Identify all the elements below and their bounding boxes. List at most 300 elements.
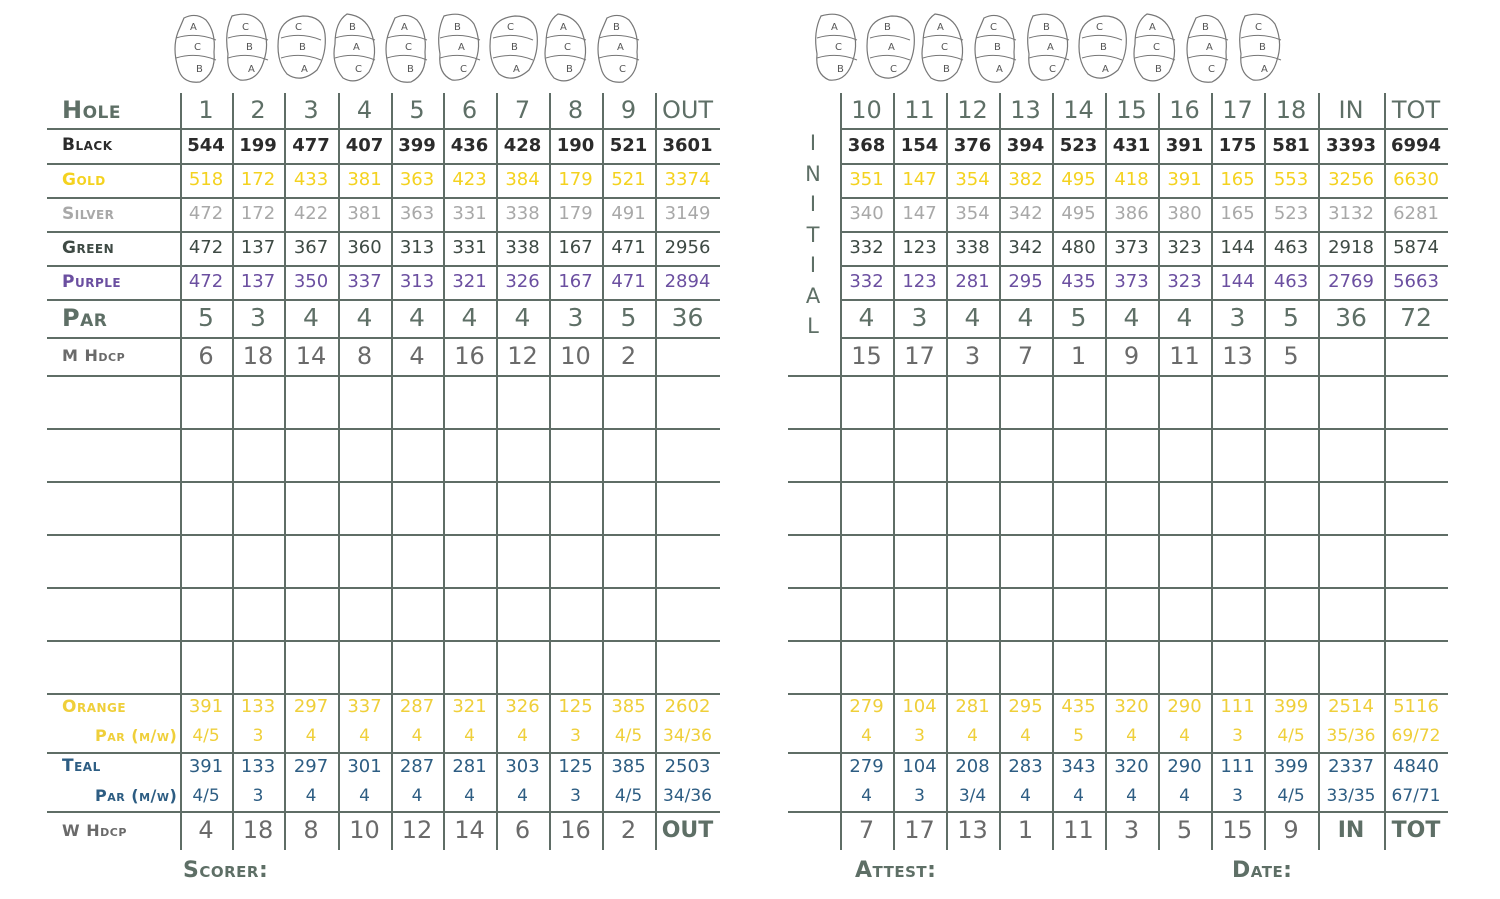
back-orange-cell: 5116 [1393,696,1439,717]
back-hole-number: 12 [957,96,988,124]
front-green-diagram-icon [271,8,331,88]
front-par-cell: 4 [461,303,478,332]
svg-text:C: C [194,42,201,53]
front-orange_par-cell: 4 [305,726,317,746]
svg-text:A: A [995,64,1003,75]
initial-letter: N [805,161,821,186]
back-teal_par-cell: 4 [861,786,872,806]
front-m_hdcp-cell: 10 [560,342,591,370]
front-par-cell: 36 [671,303,704,332]
back-teal_par-cell: 4/5 [1277,786,1305,806]
front-orange-cell: 385 [611,696,646,717]
back-purple-cell: 323 [1167,271,1202,292]
front-gold-cell: 363 [399,169,435,190]
back-par-cell: 3 [1229,303,1246,332]
front-orange-cell: 133 [240,696,276,717]
back-black-cell: 376 [953,135,992,156]
front-teal-cell: 297 [293,756,329,777]
front-silver-cell: 381 [347,203,382,224]
back-green-diagram-icon [966,8,1026,88]
front-hole-number: 2 [250,96,266,124]
back-silver-cell: 495 [1061,203,1096,224]
back-purple-cell: 435 [1061,271,1096,292]
back-orange_par-cell: 3 [1232,726,1243,746]
front-hole-number: 6 [461,96,478,124]
back-teal_par-cell: 4 [1126,786,1137,806]
front-green-diagram-icon [325,8,385,88]
back-gold-cell: 495 [1061,169,1096,190]
front-green-diagram-icon [589,8,649,88]
back-orange-cell: 111 [1220,696,1255,717]
back-green-diagram-icon [807,8,867,88]
back-teal-cell: 4840 [1393,756,1439,777]
svg-text:C: C [1207,64,1215,75]
back-black-cell: 431 [1112,135,1151,156]
front-black-cell: 190 [556,135,595,156]
front-w_hdcp-cell: 16 [560,816,591,844]
back-gold-cell: 418 [1114,169,1149,190]
back-purple-cell: 373 [1114,271,1149,292]
back-teal-cell: 343 [1061,756,1096,777]
back-green-cell: 480 [1061,237,1096,258]
svg-text:A: A [887,42,895,53]
back-green-cell: 332 [849,237,884,258]
front-m_hdcp-cell: 16 [454,342,485,370]
front-black-cell: 399 [398,135,436,156]
svg-text:C: C [506,22,514,33]
back-silver-cell: 342 [1008,203,1043,224]
front-m_hdcp-cell: 2 [620,342,637,370]
back-orange-cell: 279 [849,696,884,717]
front-green-cell: 313 [399,237,435,258]
front-purple-cell: 167 [558,271,593,292]
svg-text:A: A [301,64,308,75]
orange-tee-label: Orange [62,697,127,717]
front-hole-number: 7 [514,96,531,124]
back-teal_par-cell: 67/71 [1391,786,1441,806]
teal-par-label: Par (m/w) [95,786,178,805]
back-teal-cell: 399 [1273,756,1309,777]
front-black-cell: 199 [239,135,277,156]
back-m_hdcp-cell: 9 [1123,342,1140,370]
back-row-divider [788,375,1448,377]
back-black-cell: 581 [1272,135,1310,156]
front-purple-cell: 326 [505,271,540,292]
front-green-cell: 367 [293,237,329,258]
front-orange-cell: 2602 [664,696,711,717]
svg-text:B: B [299,42,306,53]
back-m_hdcp-cell: 7 [1017,342,1034,370]
back-hole-number: 14 [1063,96,1094,124]
back-silver-cell: 523 [1273,203,1309,224]
back-hole-number: 17 [1222,96,1253,124]
back-black-cell: 394 [1006,135,1045,156]
front-silver-cell: 179 [558,203,593,224]
front-orange-cell: 297 [293,696,329,717]
back-orange-cell: 295 [1008,696,1043,717]
front-teal-cell: 133 [240,756,276,777]
front-silver-cell: 331 [452,203,487,224]
back-black-cell: 3393 [1325,135,1377,156]
svg-text:A: A [1101,64,1109,75]
front-green-cell: 2956 [664,237,711,258]
back-silver-cell: 380 [1167,203,1202,224]
front-orange_par-cell: 4 [464,726,475,746]
front-gold-cell: 423 [452,169,487,190]
back-orange_par-cell: 4 [967,726,978,746]
svg-text:B: B [836,64,844,75]
back-w_hdcp-cell: 11 [1063,816,1094,844]
orange-par-label: Par (m/w) [95,726,178,745]
front-green-cell: 471 [611,237,646,258]
back-orange-cell: 320 [1114,696,1149,717]
back-green-diagram-icon [1231,8,1291,88]
front-silver-cell: 338 [505,203,540,224]
back-m_hdcp-cell: 11 [1169,342,1200,370]
front-gold-cell: 179 [558,169,593,190]
front-teal_par-cell: 4 [517,786,528,806]
front-orange_par-cell: 3 [570,726,581,746]
back-par-cell: 5 [1070,303,1087,332]
front-w_hdcp-cell: 2 [620,816,637,844]
front-hole-number: 1 [198,96,214,124]
front-gold-cell: 384 [505,169,540,190]
front-w_hdcp-cell: 10 [349,816,380,844]
back-orange-cell: 290 [1167,696,1202,717]
front-orange_par-cell: 4 [411,726,423,746]
back-green-diagram-icon [860,8,920,88]
front-par-cell: 4 [303,303,319,332]
men-handicap-label: M Hdcp [62,346,126,365]
front-purple-cell: 137 [240,271,276,292]
front-teal_par-cell: 4 [464,786,475,806]
front-gold-cell: 381 [347,169,382,190]
back-teal-cell: 320 [1114,756,1149,777]
front-row-divider [47,375,720,377]
svg-text:B: B [1259,42,1266,53]
front-orange_par-cell: 4/5 [192,726,220,746]
back-green-diagram-icon [1125,8,1185,88]
front-silver-cell: 491 [611,203,646,224]
front-row-divider [47,428,720,430]
front-hole-number: 3 [303,96,319,124]
front-orange_par-cell: 4 [359,726,370,746]
back-silver-cell: 386 [1114,203,1149,224]
back-purple-cell: 332 [849,271,884,292]
back-orange_par-cell: 4 [1179,726,1190,746]
back-green-diagram-icon [1178,8,1238,88]
initial-letter: T [806,222,820,247]
back-teal-cell: 290 [1167,756,1202,777]
front-gold-cell: 3374 [664,169,711,190]
front-w_hdcp-cell: 14 [454,816,485,844]
back-orange_par-cell: 35/36 [1326,726,1376,746]
front-teal-cell: 125 [558,756,593,777]
date-label: Date: [1232,858,1293,883]
front-black-cell: 428 [503,135,542,156]
back-m_hdcp-cell: 5 [1283,342,1299,370]
svg-text:A: A [830,22,838,33]
back-silver-cell: 6281 [1393,203,1439,224]
back-par-cell: 4 [1176,303,1193,332]
back-teal_par-cell: 3 [1232,786,1243,806]
svg-text:B: B [407,64,414,75]
front-purple-cell: 313 [399,271,435,292]
back-orange_par-cell: 4 [861,726,872,746]
front-teal-cell: 287 [399,756,435,777]
back-row-divider [788,640,1448,642]
front-green-cell: 137 [240,237,276,258]
back-hole-number: 18 [1275,96,1307,124]
front-row-divider [47,640,720,642]
back-silver-cell: 354 [955,203,990,224]
back-teal_par-cell: 4 [1073,786,1084,806]
teal-tee-label: Teal [62,756,101,776]
front-purple-cell: 321 [452,271,487,292]
front-par-cell: 5 [620,303,637,332]
front-teal_par-cell: 34/36 [663,786,712,806]
front-par-cell: 3 [250,303,266,332]
back-teal-cell: 111 [1220,756,1255,777]
front-green-diagram-icon [377,8,437,88]
women-handicap-label: W Hdcp [62,821,127,840]
back-green-diagram-icon [913,8,973,88]
svg-text:B: B [246,42,253,53]
front-m_hdcp-cell: 4 [409,342,425,370]
back-par-cell: 5 [1283,303,1299,332]
front-w_hdcp-cell: 18 [242,816,274,844]
back-green-cell: 123 [902,237,937,258]
back-teal_par-cell: 3 [914,786,925,806]
black-tee-label: Black [62,135,113,155]
back-orange-cell: 104 [902,696,937,717]
front-gold-cell: 172 [240,169,276,190]
front-teal-cell: 2503 [664,756,711,777]
svg-text:A: A [1046,42,1054,53]
svg-text:C: C [1095,22,1103,33]
back-green-diagram-icon [1019,8,1079,88]
initial-letter: I [809,253,817,277]
back-par-cell: 72 [1400,303,1432,332]
front-silver-cell: 363 [399,203,435,224]
svg-text:C: C [1255,22,1262,33]
back-m_hdcp-cell: 13 [1222,342,1253,370]
svg-text:A: A [248,64,255,75]
back-total-footer: TOT [1391,818,1441,843]
svg-text:B: B [196,64,203,75]
svg-text:A: A [616,42,624,53]
back-teal_par-cell: 4 [1020,786,1031,806]
front-w_hdcp-cell: 8 [303,816,319,844]
back-row-divider [788,428,1448,430]
svg-text:A: A [1148,22,1156,33]
front-row-divider [47,587,720,589]
back-row-divider [788,481,1448,483]
back-orange-cell: 2514 [1328,696,1374,717]
svg-text:A: A [936,22,944,33]
front-silver-cell: 472 [188,203,224,224]
back-black-cell: 391 [1165,135,1204,156]
svg-text:B: B [348,22,356,33]
back-hole-number: 15 [1116,96,1147,124]
back-w_hdcp-cell: 17 [904,816,935,844]
front-orange_par-cell: 34/36 [663,726,712,746]
front-orange-cell: 326 [505,696,540,717]
back-purple-cell: 281 [955,271,990,292]
svg-text:B: B [993,42,1001,53]
svg-text:A: A [559,22,567,33]
front-black-cell: 407 [345,135,384,156]
back-w_hdcp-cell: 1 [1017,816,1034,844]
back-par-cell: 4 [1017,303,1034,332]
front-teal_par-cell: 4 [411,786,423,806]
back-total-header: TOT [1391,96,1441,124]
svg-text:B: B [1201,22,1209,33]
svg-text:B: B [1154,64,1162,75]
front-m_hdcp-cell: 14 [295,342,327,370]
back-green-diagram-icon [1072,8,1132,88]
front-teal-cell: 303 [505,756,540,777]
svg-text:C: C [405,42,412,53]
back-teal-cell: 2337 [1328,756,1374,777]
front-teal-cell: 385 [611,756,646,777]
back-row-divider [788,587,1448,589]
silver-tee-label: Silver [62,204,115,224]
front-green-diagram-icon [218,8,278,88]
svg-text:A: A [1261,64,1268,75]
front-purple-cell: 350 [293,271,329,292]
svg-text:B: B [565,64,573,75]
front-purple-cell: 337 [347,271,382,292]
front-orange-cell: 125 [558,696,593,717]
svg-text:C: C [889,64,897,75]
back-gold-cell: 553 [1273,169,1309,190]
back-orange_par-cell: 4 [1020,726,1031,746]
front-teal_par-cell: 4 [305,786,317,806]
back-green-cell: 373 [1114,237,1149,258]
front-row-divider [47,534,720,536]
back-green-cell: 463 [1273,237,1309,258]
front-green-cell: 338 [505,237,540,258]
front-green-cell: 167 [558,237,593,258]
front-w_hdcp-cell: 12 [401,816,433,844]
back-teal-cell: 283 [1008,756,1043,777]
front-purple-cell: 471 [611,271,646,292]
front-orange_par-cell: 4 [517,726,528,746]
front-par-cell: 4 [514,303,531,332]
back-m_hdcp-cell: 15 [851,342,882,370]
front-hole-number: 9 [620,96,637,124]
back-orange_par-cell: 4 [1126,726,1137,746]
back-hole-number: 10 [851,96,882,124]
back-orange_par-cell: 69/72 [1391,726,1441,746]
svg-text:C: C [295,22,302,33]
back-gold-cell: 147 [902,169,937,190]
back-teal_par-cell: 4 [1179,786,1190,806]
back-m_hdcp-cell: 17 [904,342,935,370]
back-green-cell: 144 [1220,237,1255,258]
initial-letter: I [809,192,817,216]
svg-text:C: C [834,42,842,53]
svg-text:B: B [1042,22,1050,33]
back-hole-number: 11 [904,96,935,124]
back-par-cell: 3 [911,303,928,332]
front-green-cell: 360 [347,237,382,258]
back-silver-cell: 147 [902,203,937,224]
back-total-footer: IN [1337,818,1365,843]
front-silver-cell: 172 [240,203,276,224]
purple-tee-label: Purple [62,272,122,292]
green-tee-label: Green [62,238,115,258]
par-label: Par [62,304,108,332]
back-purple-cell: 5663 [1393,271,1439,292]
back-w_hdcp-cell: 5 [1176,816,1193,844]
front-green-diagram-icon [166,8,226,88]
front-teal-cell: 301 [347,756,382,777]
back-purple-cell: 2769 [1328,271,1374,292]
svg-text:A: A [512,64,520,75]
back-purple-cell: 144 [1220,271,1255,292]
back-row-divider [788,534,1448,536]
svg-text:B: B [612,22,620,33]
initial-letter: A [805,283,821,308]
front-m_hdcp-cell: 6 [198,342,214,370]
front-orange-cell: 391 [188,696,224,717]
back-green-cell: 338 [955,237,990,258]
front-green-diagram-icon [483,8,543,88]
front-m_hdcp-cell: 12 [507,342,538,370]
initial-letter: L [807,314,819,338]
initial-letter: I [809,131,817,155]
back-purple-cell: 463 [1273,271,1309,292]
back-w_hdcp-cell: 7 [858,816,875,844]
back-w_hdcp-cell: 3 [1123,816,1140,844]
back-black-cell: 368 [847,135,886,156]
back-par-cell: 4 [858,303,875,332]
front-black-cell: 521 [609,135,648,156]
svg-text:C: C [1152,42,1160,53]
back-orange-cell: 281 [955,696,990,717]
front-par-cell: 3 [567,303,584,332]
back-black-cell: 6994 [1390,135,1442,156]
back-w_hdcp-cell: 15 [1222,816,1253,844]
front-orange-cell: 321 [452,696,487,717]
svg-text:A: A [401,22,408,33]
front-gold-cell: 518 [188,169,224,190]
back-gold-cell: 6630 [1393,169,1439,190]
front-hole-number: 8 [567,96,584,124]
back-gold-cell: 382 [1008,169,1043,190]
back-black-cell: 175 [1218,135,1257,156]
back-m_hdcp-cell: 3 [964,342,981,370]
back-gold-cell: 354 [955,169,990,190]
svg-text:B: B [942,64,950,75]
gold-tee-label: Gold [62,170,106,190]
back-purple-cell: 123 [902,271,937,292]
back-black-cell: 523 [1059,135,1098,156]
front-par-cell: 5 [198,303,214,332]
front-teal-cell: 281 [452,756,487,777]
front-teal_par-cell: 3 [252,786,264,806]
back-orange_par-cell: 3 [914,726,925,746]
back-teal_par-cell: 3/4 [958,786,987,806]
front-green-diagram-icon [430,8,490,88]
front-green-cell: 331 [452,237,487,258]
back-orange-cell: 399 [1273,696,1309,717]
back-m_hdcp-cell: 1 [1070,342,1087,370]
back-black-cell: 154 [900,135,939,156]
front-par-cell: 4 [356,303,373,332]
